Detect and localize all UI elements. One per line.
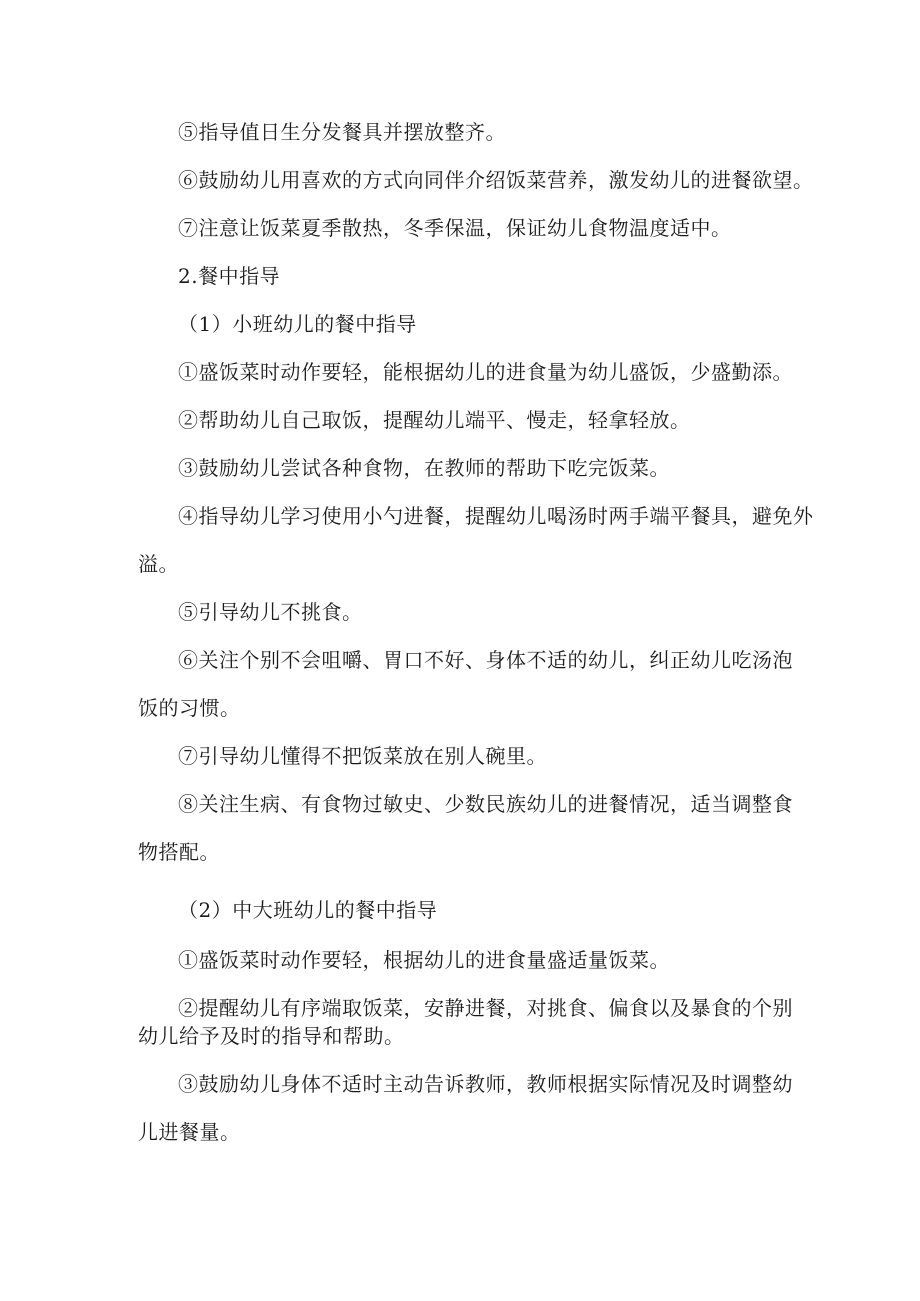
large-item-3-continued: 儿进餐量。 — [138, 1120, 241, 1144]
large-item-2-continued: 幼儿给予及时的指导和帮助。 — [138, 1024, 405, 1048]
small-item-8-continued: 物搭配。 — [138, 840, 220, 864]
small-item-1: ①盛饭菜时动作要轻，能根据幼儿的进食量为幼儿盛饭，少盛勤添。 — [178, 360, 793, 384]
small-item-6-continued: 饭的习惯。 — [138, 696, 241, 720]
item-7-food-temperature: ⑦注意让饭菜夏季散热，冬季保温，保证幼儿食物温度适中。 — [178, 216, 732, 240]
large-item-1: ①盛饭菜时动作要轻，根据幼儿的进食量盛适量饭菜。 — [178, 948, 670, 972]
item-6-introduce-nutrition: ⑥鼓励幼儿用喜欢的方式向同伴介绍饭菜营养，激发幼儿的进餐欲望。 — [178, 168, 814, 192]
large-item-2: ②提醒幼儿有序端取饭菜，安静进餐，对挑食、偏食以及暴食的个别 — [178, 996, 793, 1020]
small-item-4: ④指导幼儿学习使用小勺进餐，提醒幼儿喝汤时两手端平餐具，避免外 — [178, 504, 814, 528]
small-item-8: ⑧关注生病、有食物过敏史、少数民族幼儿的进餐情况，适当调整食 — [178, 792, 793, 816]
small-item-2: ②帮助幼儿自己取饭，提醒幼儿端平、慢走，轻拿轻放。 — [178, 408, 691, 432]
section-heading-meal-guidance: 2.餐中指导 — [178, 264, 281, 288]
small-item-5: ⑤引导幼儿不挑食。 — [178, 600, 363, 624]
item-5-distribute-tableware: ⑤指导值日生分发餐具并摆放整齐。 — [178, 120, 506, 144]
small-item-7: ⑦引导幼儿懂得不把饭菜放在别人碗里。 — [178, 744, 547, 768]
subheading-middle-large-class: （2）中大班幼儿的餐中指导 — [178, 898, 438, 922]
small-item-3: ③鼓励幼儿尝试各种食物，在教师的帮助下吃完饭菜。 — [178, 456, 670, 480]
subheading-small-class: （1）小班幼儿的餐中指导 — [178, 312, 417, 336]
small-item-6: ⑥关注个别不会咀嚼、胃口不好、身体不适的幼儿，纠正幼儿吃汤泡 — [178, 648, 793, 672]
large-item-3: ③鼓励幼儿身体不适时主动告诉教师，教师根据实际情况及时调整幼 — [178, 1072, 793, 1096]
small-item-4-continued: 溢。 — [138, 552, 179, 576]
